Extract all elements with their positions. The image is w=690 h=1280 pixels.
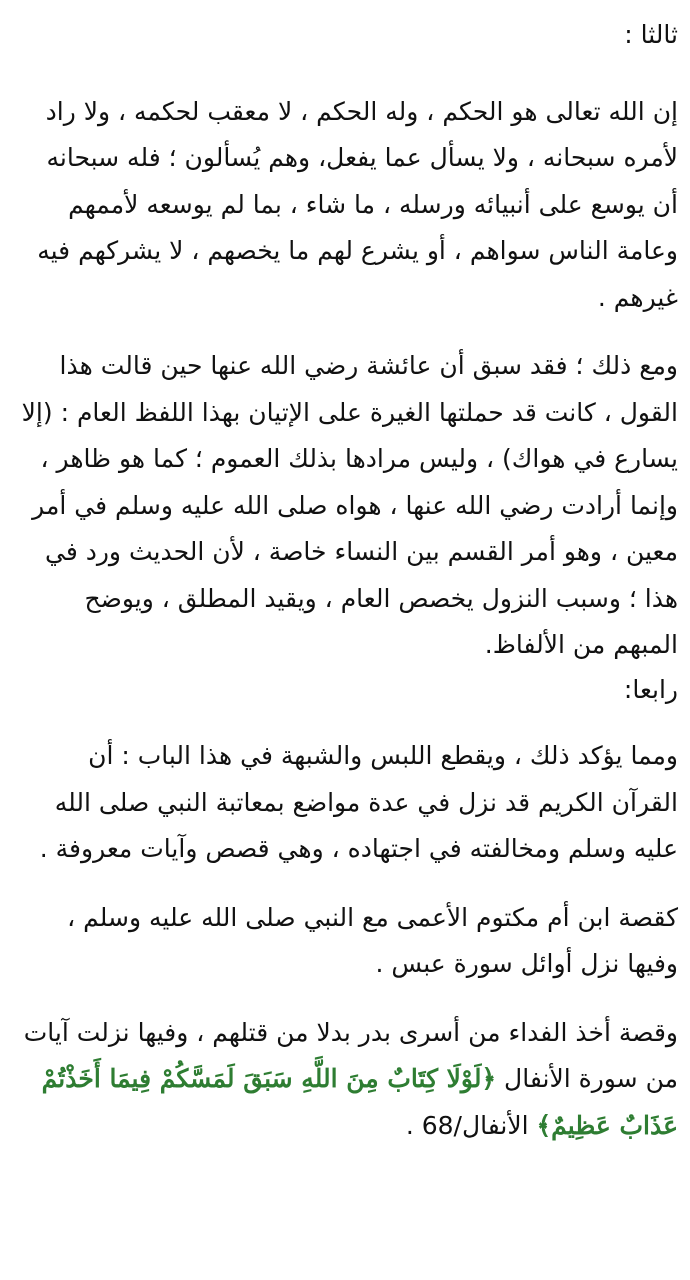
paragraph-badr-captives (18, 1010, 678, 1150)
spacer (18, 57, 678, 89)
spacer (18, 873, 678, 895)
spacer (18, 711, 678, 733)
paragraph-aisha-statement: ومع ذلك ؛ فقد سبق أن عائشة رضي الله عنها حين قالت هذا القول ، كانت قد حملتها الغيرة على الإتيان بهذا اللفظ العام : (إلا يسارع في هواك) ، وليس مرادها بذلك العموم ؛ كما هو ظاهر ، وإنما أرادت رضي الله عنها ، هواه صلى الله عليه وسلم في أمر معين ، وهو أمر القسم بين النساء خاصة ، لأن الحديث ورد في هذا ؛ وسبب النزول يخصص العام ، ويقيد المطلق ، ويوضح المبهم من الألفاظ. (21, 351, 678, 659)
section-heading-fourth: رابعا: (623, 674, 678, 704)
quran-verse: ﴿لَوْلَا كِتَابٌ مِنَ اللَّهِ سَبَقَ لَمَسَّكُمْ فِيمَا أَخَذْتُمْ عَذَابٌ عَظِيمٌ﴾ (41, 1064, 678, 1140)
paragraph-ibn-umm-maktum: كقصة ابن أم مكتوم الأعمى مع النبي صلى الله عليه وسلم ، وفيها نزل أوائل سورة عبس . (67, 902, 678, 978)
spacer (18, 988, 678, 1010)
paragraph-quran-reproach: ومما يؤكد ذلك ، ويقطع اللبس والشبهة في هذا الباب : أن القرآن الكريم قد نزل في عدة مواضع بمعاتبة النبي صلى الله عليه وسلم ومخالفته في اجتهاده ، وهي قصص وآيات معروفة . (39, 741, 678, 863)
section-heading-third: ثالثا : (624, 20, 678, 49)
badr-text: وقصة أخذ الفداء من أسرى بدر بدلا من قتلهم ، وفيها نزلت آيات من سورة الأنفال (23, 1017, 678, 1093)
spacer (18, 321, 678, 343)
verse-reference: الأنفال/68 . (405, 1110, 537, 1140)
paragraph-divine-authority: إن الله تعالى هو الحكم ، وله الحكم ، لا معقب لحكمه ، ولا راد لأمره سبحانه ، ولا يسأل عما يفعل، وهم يُسألون ؛ فله سبحانه أن يوسع على أنبيائه ورسله ، ما شاء ، بما لم يوسعه لأممهم وعامة الناس سواهم ، أو يشرع لهم ما يخصهم ، لا يشركهم فيه غيرهم . (37, 96, 678, 312)
